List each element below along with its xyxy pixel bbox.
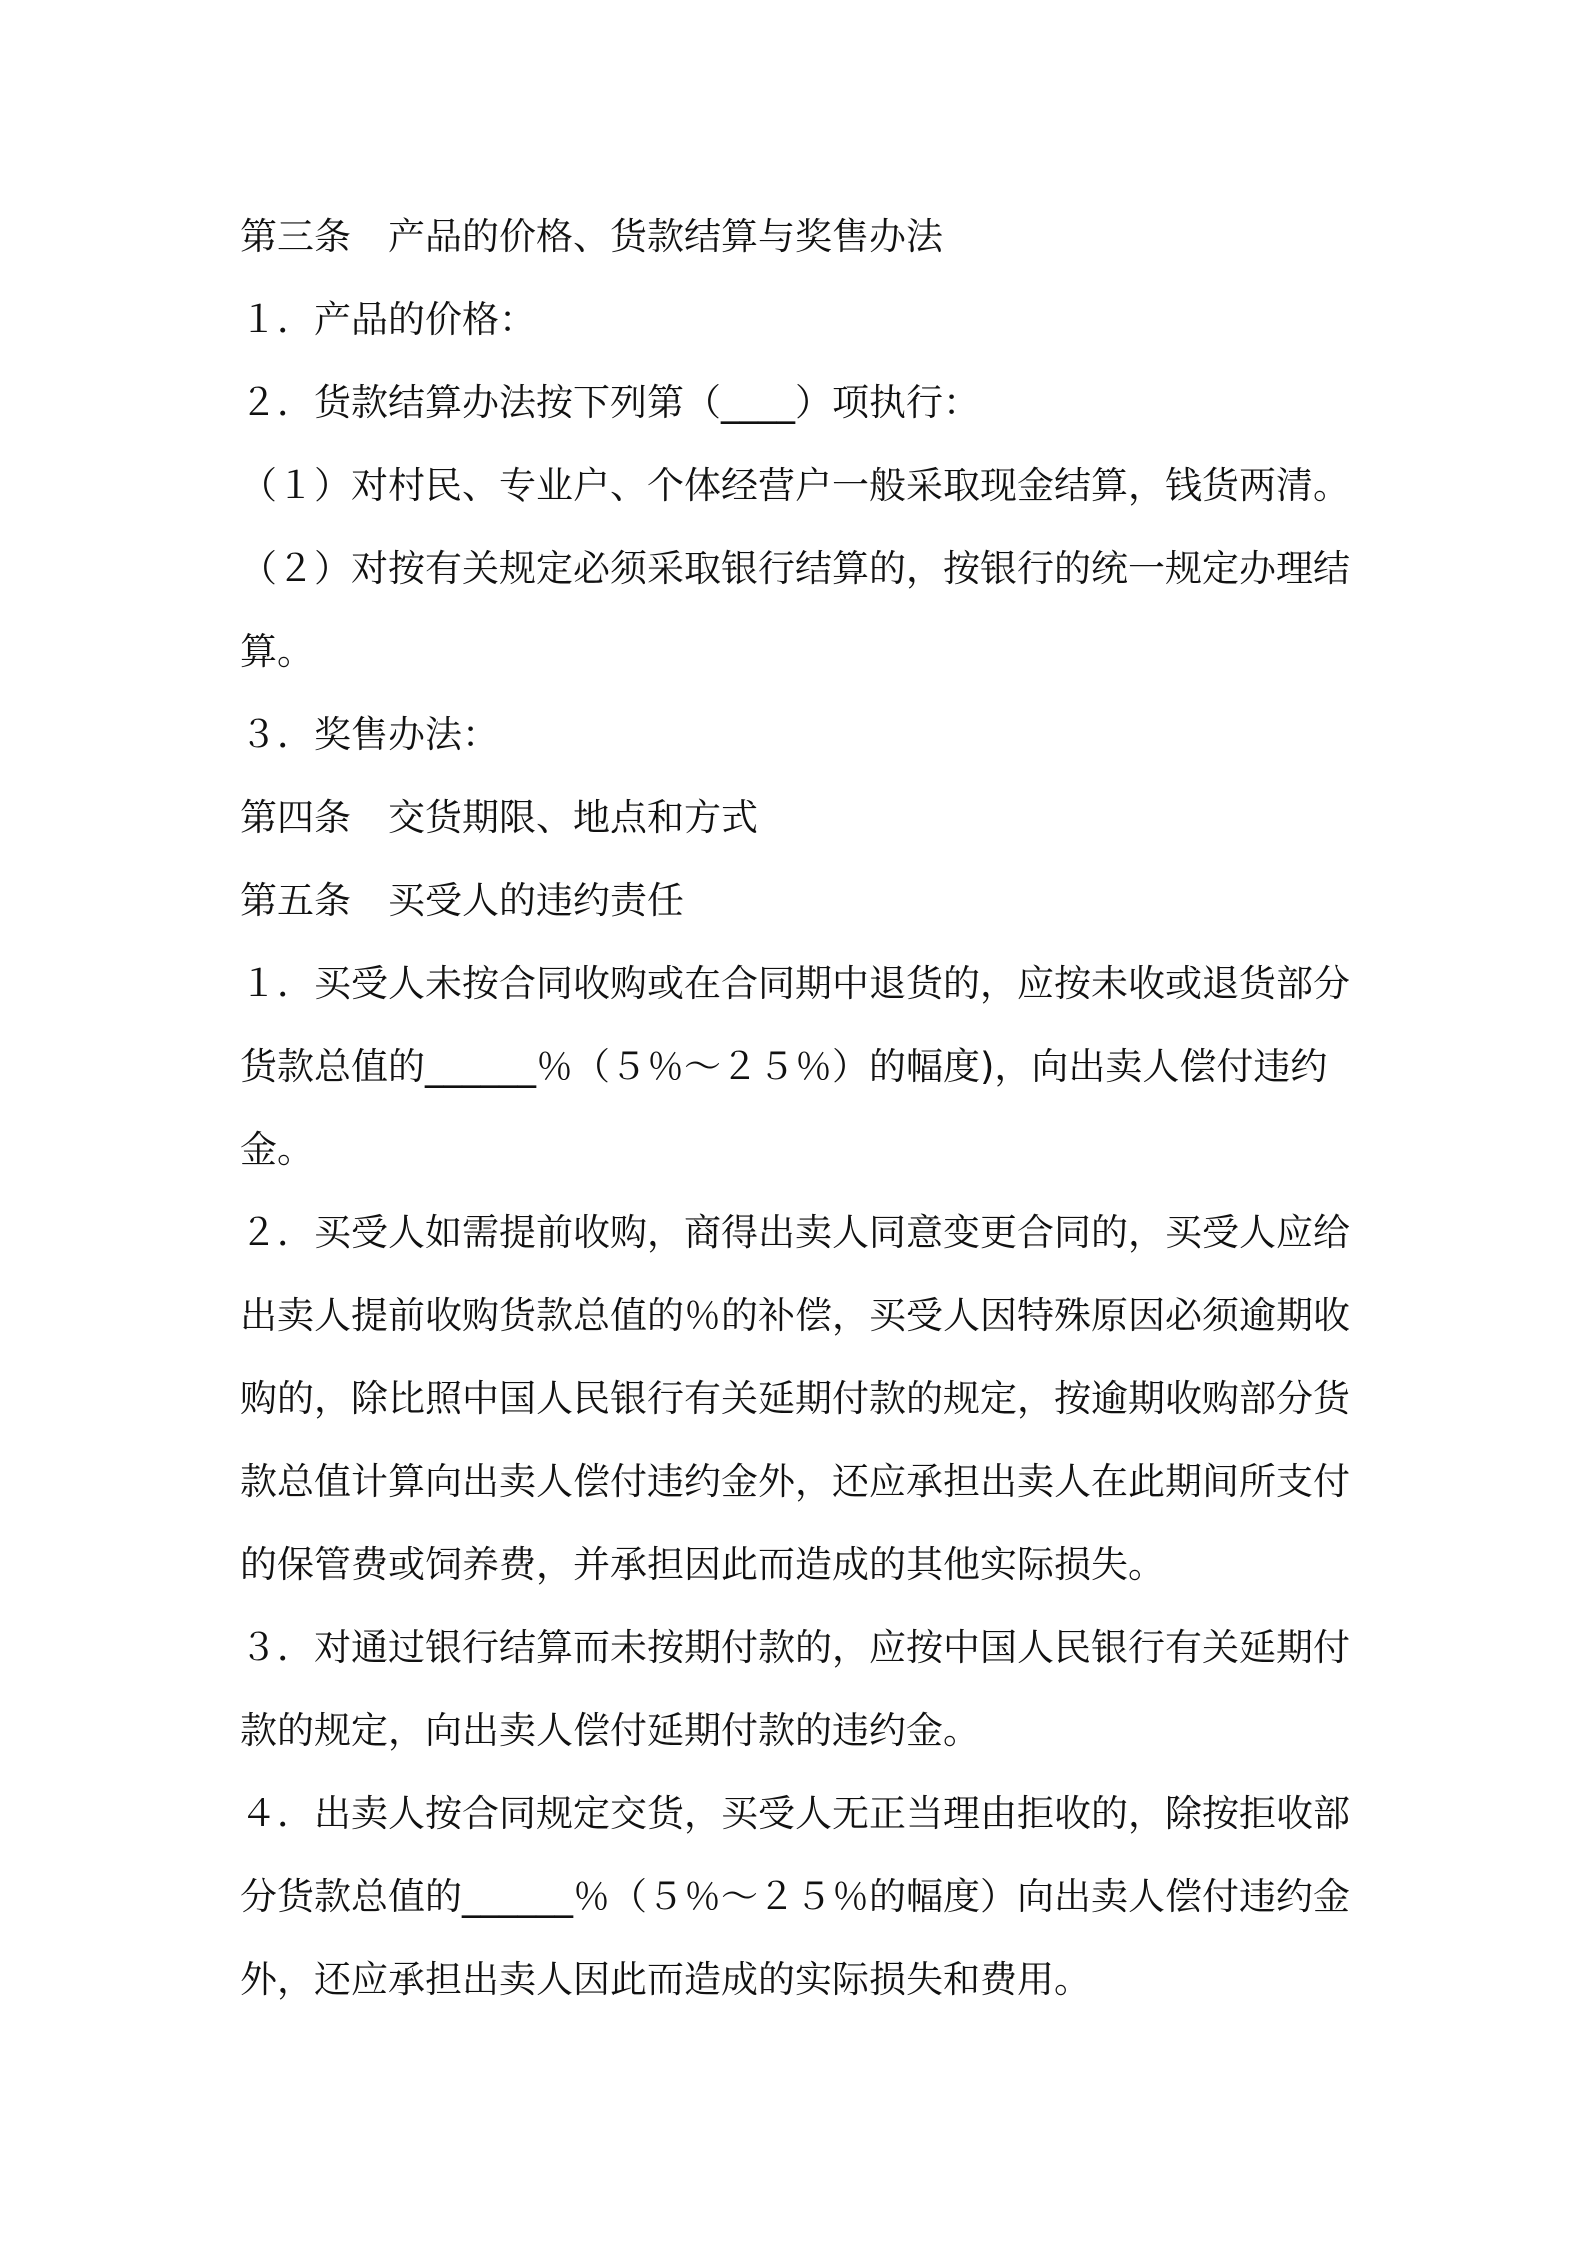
clause-3-2-option-2: （２）对按有关规定必须采取银行结算的，按银行的统一规定办理结 (240, 547, 1350, 590)
article-5-heading: 第五条 买受人的违约责任 (240, 879, 684, 922)
clause-3-2-option-2-cont: 算。 (240, 630, 314, 673)
clause-5-2-cont-3: 款总值计算向出卖人偿付违约金外，还应承担出卖人在此期间所支付 (240, 1460, 1350, 1503)
clause-5-4-cont-2: 外，还应承担出卖人因此而造成的实际损失和费用。 (240, 1958, 1091, 2001)
clause-5-1: １．买受人未按合同收购或在合同期中退货的，应按未收或退货部分 (240, 962, 1350, 1005)
clause-3-3: ３．奖售办法： (240, 713, 499, 756)
clause-3-1: １．产品的价格： (240, 298, 536, 341)
clause-5-2-cont-4: 的保管费或饲养费，并承担因此而造成的其他实际损失。 (240, 1543, 1165, 1586)
clause-3-2-option-1: （１）对村民、专业户、个体经营户一般采取现金结算，钱货两清。 (240, 464, 1350, 507)
clause-5-2-cont-2: 购的，除比照中国人民银行有关延期付款的规定，按逾期收购部分货 (240, 1377, 1350, 1420)
clause-5-1-cont-2: 金。 (240, 1128, 314, 1171)
clause-3-2: ２．货款结算办法按下列第（____）项执行： (240, 381, 980, 424)
clause-5-2: ２．买受人如需提前收购，商得出卖人同意变更合同的，买受人应给 (240, 1211, 1350, 1254)
clause-5-4-cont-1: 分货款总值的______％（５％～２５％的幅度）向出卖人偿付违约金 (240, 1875, 1350, 1918)
article-3-heading: 第三条 产品的价格、货款结算与奖售办法 (240, 215, 943, 258)
contract-body (240, 195, 1360, 2021)
clause-5-3: ３．对通过银行结算而未按期付款的，应按中国人民银行有关延期付 (240, 1626, 1350, 1669)
clause-5-3-cont: 款的规定，向出卖人偿付延期付款的违约金。 (240, 1709, 980, 1752)
clause-5-2-cont-1: 出卖人提前收购货款总值的％的补偿，买受人因特殊原因必须逾期收 (240, 1294, 1350, 1337)
clause-5-4: ４．出卖人按合同规定交货，买受人无正当理由拒收的，除按拒收部 (240, 1792, 1350, 1835)
article-4-heading: 第四条 交货期限、地点和方式 (240, 796, 758, 839)
clause-5-1-cont-1: 货款总值的______％（５％～２５％）的幅度)，向出卖人偿付违约 (240, 1045, 1328, 1088)
